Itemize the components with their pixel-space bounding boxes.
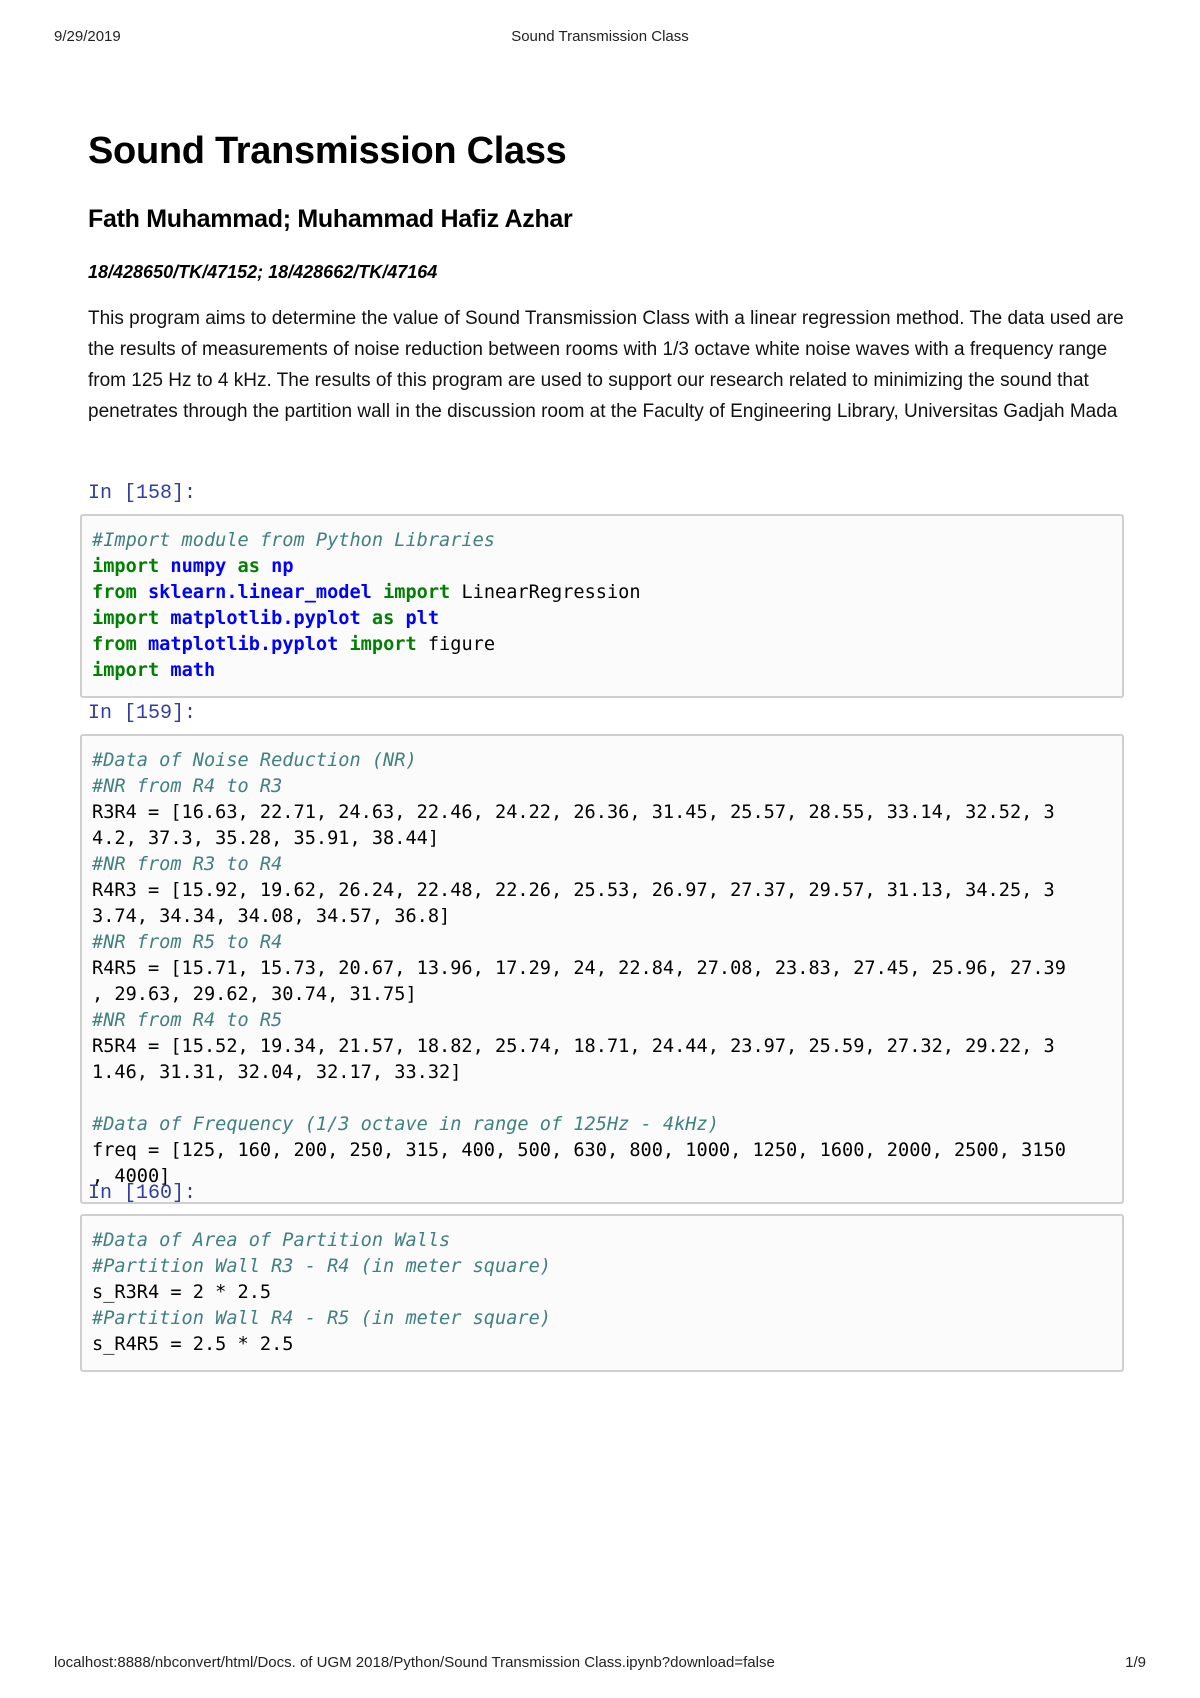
code-line (92, 660, 215, 681)
code-keyword: import (383, 582, 462, 603)
code-keyword: as (371, 608, 406, 629)
code-keyword: import (92, 660, 171, 681)
code-block[interactable] (92, 1228, 1112, 1358)
document-title: Sound Transmission Class (88, 130, 567, 172)
code-line (92, 958, 1066, 979)
code-keyword: from (92, 634, 148, 655)
code-line (92, 1114, 719, 1135)
code-name: numpy (170, 556, 238, 577)
code-name: np (271, 556, 294, 577)
code-comment: #Partition Wall R3 - R4 (in meter square) (92, 1256, 551, 1277)
input-prompt: In [159]: (88, 702, 197, 725)
document-authors: Fath Muhammad; Muhammad Hafiz Azhar (88, 205, 573, 233)
code-block[interactable] (92, 748, 1112, 1190)
code-line (92, 984, 417, 1005)
code-name: matplotlib.pyplot (147, 634, 350, 655)
code-line (92, 1256, 551, 1277)
code-line (92, 880, 1055, 901)
code-comment: #NR from R4 to R5 (92, 1010, 283, 1031)
code-text: figure (427, 634, 496, 655)
code-cell[interactable] (80, 482, 1124, 698)
code-text: 4.2, 37.3, 35.28, 35.91, 38.44] (92, 828, 440, 849)
print-title: Sound Transmission Class (511, 28, 689, 45)
code-cell[interactable] (80, 1182, 1124, 1372)
code-comment: #Import module from Python Libraries (92, 530, 495, 551)
code-input-area[interactable] (80, 1214, 1124, 1372)
code-name: matplotlib.pyplot (170, 608, 372, 629)
code-text: R3R4 = [16.63, 22.71, 24.63, 22.46, 24.22, 26.36, 31.45, 25.57, 28.55, 33.14, 32.52, 3 (92, 802, 1055, 823)
code-text: s_R4R5 = 2.5 * 2.5 (92, 1334, 294, 1355)
code-name: math (170, 660, 216, 681)
code-input-area[interactable] (80, 514, 1124, 698)
code-text: R4R3 = [15.92, 19.62, 26.24, 22.48, 22.26, 25.53, 26.97, 27.37, 29.57, 31.13, 34.25, 3 (92, 880, 1055, 901)
code-line (92, 854, 282, 875)
code-comment: #Data of Area of Partition Walls (92, 1230, 451, 1251)
code-line (92, 608, 439, 629)
input-prompt: In [160]: (88, 1182, 197, 1205)
code-text: 3.74, 34.34, 34.08, 34.57, 36.8] (92, 906, 451, 927)
code-keyword: as (237, 556, 272, 577)
student-ids: 18/428650/TK/47152; 18/428662/TK/47164 (88, 262, 438, 282)
print-header (54, 28, 1146, 48)
code-keyword: import (349, 634, 428, 655)
code-text: , 29.63, 29.62, 30.74, 31.75] (92, 984, 417, 1005)
code-line (92, 1036, 1055, 1057)
code-line (92, 1282, 271, 1303)
code-text: , 4000] (92, 1166, 171, 1187)
print-footer (54, 1654, 1146, 1674)
code-comment: #NR from R3 to R4 (92, 854, 283, 875)
code-line (92, 1010, 282, 1031)
code-text: LinearRegression (461, 582, 641, 603)
code-line (92, 1308, 551, 1329)
code-keyword: from (92, 582, 148, 603)
code-comment: #Partition Wall R4 - R5 (in meter square) (92, 1308, 551, 1329)
code-name: sklearn.linear_model (147, 582, 384, 603)
code-cell[interactable] (80, 702, 1124, 1204)
code-comment: #NR from R4 to R3 (92, 776, 283, 797)
notebook-markdown-cell (88, 130, 1128, 427)
code-line (92, 556, 294, 577)
print-date: 9/29/2019 (54, 28, 121, 45)
code-line (92, 634, 495, 655)
code-line (92, 1334, 294, 1355)
code-name: plt (405, 608, 440, 629)
code-line (92, 1062, 461, 1083)
code-line (92, 906, 450, 927)
code-line (92, 750, 417, 771)
code-text: 1.46, 31.31, 32.04, 32.17, 33.32] (92, 1062, 462, 1083)
input-prompt: In [158]: (88, 482, 197, 505)
code-line (92, 582, 641, 603)
code-line (92, 802, 1055, 823)
code-keyword: import (92, 556, 171, 577)
code-line (92, 932, 282, 953)
code-input-area[interactable] (80, 734, 1124, 1204)
code-text: freq = [125, 160, 200, 250, 315, 400, 500, 630, 800, 1000, 1250, 1600, 2000, 2500, 3150 (92, 1140, 1066, 1161)
code-text: R5R4 = [15.52, 19.34, 21.57, 18.82, 25.74, 18.71, 24.44, 23.97, 25.59, 27.32, 29.22, 3 (92, 1036, 1055, 1057)
code-text: s_R3R4 = 2 * 2.5 (92, 1282, 272, 1303)
code-line (92, 776, 282, 797)
code-comment: #Data of Frequency (1/3 octave in range of 125Hz - 4kHz) (92, 1114, 719, 1135)
code-line (92, 1140, 1066, 1161)
code-line (92, 1230, 450, 1251)
code-comment: #Data of Noise Reduction (NR) (92, 750, 417, 771)
document-description: This program aims to determine the value of Sound Transmission Class with a linear regression method. The data used are the results of measurements of noise reduction between rooms with 1/3 octave white noise waves with a frequency range from 125 Hz to 4 kHz. The results of this program are used to support our research related to minimizing the sound that penetrates through the partition wall in the discussion room at the Faculty of Engineering Library, Universitas Gadjah Mada (88, 308, 1124, 422)
page-number: 1/9 (1125, 1654, 1146, 1671)
code-block[interactable] (92, 528, 1112, 684)
code-line (92, 530, 495, 551)
code-comment: #NR from R5 to R4 (92, 932, 283, 953)
code-text: R4R5 = [15.71, 15.73, 20.67, 13.96, 17.29, 24, 22.84, 27.08, 23.83, 27.45, 25.96, 27.39 (92, 958, 1066, 979)
code-keyword: import (92, 608, 171, 629)
print-url: localhost:8888/nbconvert/html/Docs. of UGM 2018/Python/Sound Transmission Class.ipynb?download=false (54, 1654, 775, 1671)
code-line (92, 828, 439, 849)
